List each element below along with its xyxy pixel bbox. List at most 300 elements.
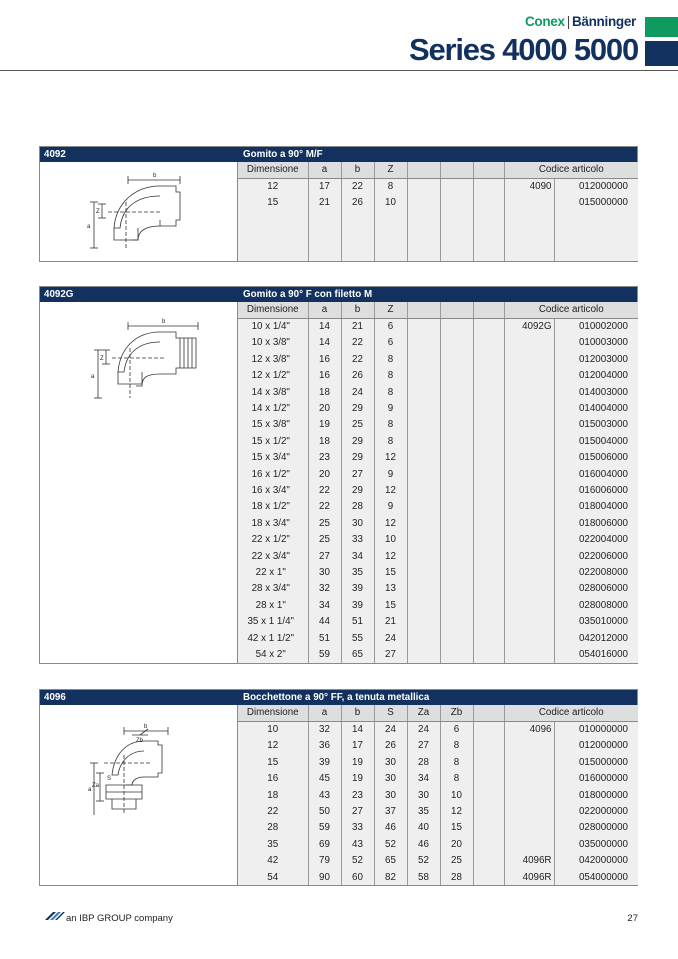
cell-empty	[473, 515, 504, 531]
table-row	[238, 564, 638, 580]
cell-b: 19	[341, 754, 374, 770]
cell-z: 8	[374, 368, 407, 384]
cell-article-prefix	[504, 803, 554, 819]
cell-a: 21	[308, 195, 341, 211]
cell-b: 28	[341, 499, 374, 515]
dimension-table	[238, 302, 638, 663]
cell-article-prefix	[504, 417, 554, 433]
cell-a: 20	[308, 466, 341, 482]
cell-article-prefix	[504, 466, 554, 482]
table-row	[238, 771, 638, 787]
product-section-4092	[39, 146, 638, 262]
column-header: a	[308, 162, 341, 178]
dim-label-a: a	[91, 374, 95, 380]
cell-b: 60	[341, 869, 374, 885]
cell-z: 8	[374, 417, 407, 433]
cell-dimension: 22 x 3/4"	[238, 548, 308, 564]
table-row	[238, 450, 638, 466]
dimension-table	[238, 705, 638, 885]
cell-a: 34	[308, 597, 341, 613]
cell-dimension: 15 x 1/2"	[238, 433, 308, 449]
cell-empty	[473, 417, 504, 433]
cell-article-code: 054016000	[554, 646, 638, 662]
cell-b: 30	[341, 515, 374, 531]
cell-empty	[473, 869, 504, 885]
cell-dimension: 22	[238, 803, 308, 819]
cell-empty	[473, 771, 504, 787]
cell-empty	[473, 466, 504, 482]
cell-b: 29	[341, 450, 374, 466]
cell-empty	[440, 335, 473, 351]
cell-b: 65	[341, 646, 374, 662]
table-row	[238, 499, 638, 515]
product-section-4092g	[39, 286, 638, 664]
cell-za: 28	[407, 754, 440, 770]
cell-b: 17	[341, 738, 374, 754]
table-row	[238, 869, 638, 885]
cell-dimension: 22 x 1/2"	[238, 531, 308, 547]
cell-b: 35	[341, 564, 374, 580]
cell-dimension: 15 x 3/4"	[238, 450, 308, 466]
cell-s: 30	[374, 787, 407, 803]
cell-empty	[440, 515, 473, 531]
dim-label-za: Za	[92, 783, 100, 789]
table-row	[238, 318, 638, 334]
cell-empty	[440, 351, 473, 367]
cell-article-code: 012000000	[554, 738, 638, 754]
cell-s: 24	[374, 721, 407, 737]
cell-article-code: 022000000	[554, 803, 638, 819]
cell-dimension: 18	[238, 787, 308, 803]
column-header: a	[308, 705, 341, 721]
cell-empty	[440, 178, 473, 194]
cell-empty	[473, 482, 504, 498]
column-header-codice: Codice articolo	[504, 162, 638, 178]
table-row	[238, 351, 638, 367]
cell-article-prefix: 4092G	[504, 318, 554, 334]
cell-empty	[407, 351, 440, 367]
cell-a: 44	[308, 613, 341, 629]
cell-article-prefix	[504, 836, 554, 852]
product-code: 4092G	[44, 289, 74, 300]
product-title: Gomito a 90° F con filetto M	[243, 289, 373, 300]
cell-z: 12	[374, 548, 407, 564]
cell-b: 43	[341, 836, 374, 852]
cell-empty	[473, 803, 504, 819]
cell-za: 35	[407, 803, 440, 819]
cell-empty	[473, 548, 504, 564]
cell-empty	[440, 531, 473, 547]
dim-label-b: b	[153, 173, 157, 179]
cell-a: 32	[308, 721, 341, 737]
cell-b: 29	[341, 400, 374, 416]
cell-dimension: 16 x 3/4"	[238, 482, 308, 498]
cell-s: 46	[374, 820, 407, 836]
product-code: 4096	[44, 692, 66, 703]
cell-a: 50	[308, 803, 341, 819]
cell-empty	[440, 630, 473, 646]
column-header: Z	[374, 162, 407, 178]
column-header-codice: Codice articolo	[504, 302, 638, 318]
footer-tagline: an IBP GROUP company	[66, 913, 173, 924]
cell-z: 9	[374, 499, 407, 515]
cell-b: 25	[341, 417, 374, 433]
column-header: a	[308, 302, 341, 318]
table-row	[238, 597, 638, 613]
cell-empty	[473, 613, 504, 629]
cell-b: 22	[341, 335, 374, 351]
cell-z: 8	[374, 178, 407, 194]
cell-empty	[473, 368, 504, 384]
cell-a: 16	[308, 351, 341, 367]
cell-empty	[440, 368, 473, 384]
column-header: Zb	[440, 705, 473, 721]
cell-empty	[440, 417, 473, 433]
cell-empty	[440, 318, 473, 334]
table-row	[238, 803, 638, 819]
cell-article-code: 035000000	[554, 836, 638, 852]
table-row	[238, 721, 638, 737]
column-header	[473, 302, 504, 318]
cell-empty	[473, 318, 504, 334]
table-row	[238, 738, 638, 754]
cell-empty	[407, 318, 440, 334]
cell-a: 79	[308, 853, 341, 869]
column-header	[473, 162, 504, 178]
cell-a: 90	[308, 869, 341, 885]
cell-a: 39	[308, 754, 341, 770]
cell-empty	[473, 195, 504, 211]
cell-s: 26	[374, 738, 407, 754]
cell-empty	[407, 581, 440, 597]
cell-b: 52	[341, 853, 374, 869]
cell-z: 15	[374, 597, 407, 613]
cell-empty	[407, 450, 440, 466]
cell-article-prefix	[504, 515, 554, 531]
cell-article-code: 015006000	[554, 450, 638, 466]
cell-empty	[473, 597, 504, 613]
cell-a: 25	[308, 515, 341, 531]
table-row	[238, 466, 638, 482]
cell-b: 24	[341, 384, 374, 400]
cell-a: 14	[308, 318, 341, 334]
dim-label-z: Z	[100, 356, 104, 362]
cell-dimension: 18 x 3/4"	[238, 515, 308, 531]
cell-za: 30	[407, 787, 440, 803]
cell-dimension: 54 x 2"	[238, 646, 308, 662]
elbow-threaded-drawing	[40, 302, 238, 402]
table-row	[238, 613, 638, 629]
table-row	[238, 820, 638, 836]
cell-empty	[440, 482, 473, 498]
cell-article-code: 010002000	[554, 318, 638, 334]
dim-label-b: b	[144, 724, 148, 730]
cell-a: 18	[308, 433, 341, 449]
cell-a: 69	[308, 836, 341, 852]
cell-za: 27	[407, 738, 440, 754]
cell-empty	[473, 738, 504, 754]
cell-dimension: 42	[238, 853, 308, 869]
table-row	[238, 581, 638, 597]
cell-a: 45	[308, 771, 341, 787]
cell-empty	[440, 195, 473, 211]
table-header-row	[238, 162, 638, 178]
cell-article-code: 022006000	[554, 548, 638, 564]
cell-empty	[407, 482, 440, 498]
cell-a: 30	[308, 564, 341, 580]
cell-empty	[440, 564, 473, 580]
table-row	[238, 195, 638, 211]
cell-dimension: 35	[238, 836, 308, 852]
cell-empty	[440, 450, 473, 466]
cell-article-code: 016000000	[554, 771, 638, 787]
cell-empty	[473, 335, 504, 351]
cell-empty	[407, 613, 440, 629]
cell-article-code: 018000000	[554, 787, 638, 803]
cell-empty	[473, 400, 504, 416]
cell-article-prefix	[504, 754, 554, 770]
cell-dimension: 18 x 1/2"	[238, 499, 308, 515]
column-header	[440, 302, 473, 318]
fitting-drawing	[40, 162, 238, 261]
cell-article-prefix	[504, 335, 554, 351]
cell-dimension: 42 x 1 1/2"	[238, 630, 308, 646]
cell-article-code: 012003000	[554, 351, 638, 367]
product-header	[40, 147, 637, 162]
cell-z: 6	[374, 318, 407, 334]
cell-empty	[440, 384, 473, 400]
brand-conex: Conex	[524, 14, 565, 29]
cell-z: 12	[374, 482, 407, 498]
cell-empty	[407, 564, 440, 580]
ibp-logo-icon	[43, 911, 65, 921]
cell-b: 29	[341, 482, 374, 498]
cell-empty	[407, 499, 440, 515]
cell-zb: 12	[440, 803, 473, 819]
column-header: b	[341, 162, 374, 178]
cell-s: 52	[374, 836, 407, 852]
cell-dimension: 28 x 3/4"	[238, 581, 308, 597]
cell-z: 10	[374, 195, 407, 211]
cell-z: 15	[374, 564, 407, 580]
brand-separator: |	[566, 14, 570, 29]
cell-article-prefix: 4096R	[504, 869, 554, 885]
cell-a: 43	[308, 787, 341, 803]
cell-empty	[407, 195, 440, 211]
cell-b: 26	[341, 368, 374, 384]
cell-dimension: 15	[238, 754, 308, 770]
cell-a: 51	[308, 630, 341, 646]
cell-b: 27	[341, 466, 374, 482]
cell-zb: 8	[440, 738, 473, 754]
cell-b: 23	[341, 787, 374, 803]
brand-logo	[525, 14, 636, 29]
cell-b: 51	[341, 613, 374, 629]
cell-article-code: 012004000	[554, 368, 638, 384]
table-row	[238, 482, 638, 498]
cell-article-prefix	[504, 195, 554, 211]
product-title: Gomito a 90° M/F	[243, 149, 323, 160]
product-code: 4092	[44, 149, 66, 160]
cell-z: 24	[374, 630, 407, 646]
cell-dimension: 12 x 1/2"	[238, 368, 308, 384]
cell-empty	[473, 787, 504, 803]
table-row	[238, 853, 638, 869]
cell-z: 8	[374, 433, 407, 449]
cell-article-code: 010000000	[554, 721, 638, 737]
cell-empty	[407, 548, 440, 564]
cell-article-prefix	[504, 531, 554, 547]
cell-article-code: 042000000	[554, 853, 638, 869]
cell-dimension: 14 x 1/2"	[238, 400, 308, 416]
fitting-drawing	[40, 705, 238, 885]
cell-empty	[473, 754, 504, 770]
cell-empty	[440, 646, 473, 662]
cell-article-code: 028006000	[554, 581, 638, 597]
cell-empty	[440, 433, 473, 449]
cell-empty	[440, 400, 473, 416]
cell-empty	[440, 548, 473, 564]
cell-dimension: 15 x 3/8"	[238, 417, 308, 433]
cell-s: 30	[374, 754, 407, 770]
cell-empty	[473, 820, 504, 836]
table-header-row	[238, 302, 638, 318]
cell-zb: 8	[440, 754, 473, 770]
cell-zb: 8	[440, 771, 473, 787]
cell-zb: 20	[440, 836, 473, 852]
column-header-codice: Codice articolo	[504, 705, 638, 721]
cell-article-code: 014003000	[554, 384, 638, 400]
table-row	[238, 515, 638, 531]
cell-dimension: 54	[238, 869, 308, 885]
cell-article-code: 016006000	[554, 482, 638, 498]
cell-dimension: 12	[238, 738, 308, 754]
table-row	[238, 433, 638, 449]
dim-label-s: S	[107, 776, 112, 782]
column-header: b	[341, 302, 374, 318]
cell-b: 39	[341, 597, 374, 613]
cell-article-prefix	[504, 351, 554, 367]
cell-a: 16	[308, 368, 341, 384]
cell-article-code: 042012000	[554, 630, 638, 646]
cell-empty	[440, 597, 473, 613]
cell-article-prefix	[504, 630, 554, 646]
cell-dimension: 28	[238, 820, 308, 836]
table-row	[238, 646, 638, 662]
cell-article-code: 016004000	[554, 466, 638, 482]
cell-z: 12	[374, 515, 407, 531]
table-row	[238, 548, 638, 564]
table-row	[238, 335, 638, 351]
cell-article-prefix	[504, 564, 554, 580]
product-section-4096	[39, 689, 638, 886]
cell-article-code: 015003000	[554, 417, 638, 433]
cell-zb: 6	[440, 721, 473, 737]
cell-article-prefix	[504, 368, 554, 384]
cell-article-prefix	[504, 384, 554, 400]
cell-a: 22	[308, 499, 341, 515]
cell-empty	[473, 564, 504, 580]
column-header	[407, 162, 440, 178]
cell-empty	[407, 466, 440, 482]
cell-dimension: 16	[238, 771, 308, 787]
cell-dimension: 12	[238, 178, 308, 194]
series-title: Series 4000 5000	[408, 32, 638, 67]
cell-z: 6	[374, 335, 407, 351]
cell-empty	[407, 630, 440, 646]
table-filler-row	[238, 211, 638, 261]
union-elbow-drawing	[40, 705, 238, 815]
cell-z: 8	[374, 351, 407, 367]
cell-empty	[473, 646, 504, 662]
cell-empty	[407, 531, 440, 547]
cell-empty	[407, 335, 440, 351]
cell-article-code: 018004000	[554, 499, 638, 515]
cell-article-code: 028000000	[554, 820, 638, 836]
cell-empty	[473, 853, 504, 869]
cell-empty	[440, 613, 473, 629]
cell-article-code: 012000000	[554, 178, 638, 194]
cell-s: 37	[374, 803, 407, 819]
cell-empty	[407, 515, 440, 531]
cell-b: 14	[341, 721, 374, 737]
brand-blue-square	[645, 41, 678, 66]
cell-b: 27	[341, 803, 374, 819]
cell-empty	[407, 646, 440, 662]
table-row	[238, 178, 638, 194]
table-header-row	[238, 705, 638, 721]
cell-zb: 28	[440, 869, 473, 885]
cell-za: 52	[407, 853, 440, 869]
cell-dimension: 16 x 1/2"	[238, 466, 308, 482]
cell-dimension: 22 x 1"	[238, 564, 308, 580]
column-header: Dimensione	[238, 705, 308, 721]
cell-a: 23	[308, 450, 341, 466]
cell-article-code: 014004000	[554, 400, 638, 416]
cell-empty	[407, 384, 440, 400]
cell-dimension: 15	[238, 195, 308, 211]
cell-article-prefix	[504, 613, 554, 629]
cell-dimension: 14 x 3/8"	[238, 384, 308, 400]
cell-empty	[473, 531, 504, 547]
cell-empty	[473, 450, 504, 466]
table-row	[238, 836, 638, 852]
product-header	[40, 287, 637, 302]
cell-a: 14	[308, 335, 341, 351]
cell-empty	[407, 368, 440, 384]
cell-dimension: 10 x 1/4"	[238, 318, 308, 334]
cell-b: 26	[341, 195, 374, 211]
cell-empty	[473, 721, 504, 737]
cell-empty	[473, 581, 504, 597]
cell-a: 18	[308, 384, 341, 400]
cell-article-prefix	[504, 646, 554, 662]
table-row	[238, 787, 638, 803]
dim-label-a: a	[87, 224, 91, 230]
cell-a: 19	[308, 417, 341, 433]
cell-article-prefix	[504, 771, 554, 787]
cell-empty	[473, 433, 504, 449]
cell-b: 34	[341, 548, 374, 564]
cell-empty	[407, 178, 440, 194]
cell-article-prefix	[504, 581, 554, 597]
table-row	[238, 754, 638, 770]
cell-article-prefix	[504, 787, 554, 803]
cell-article-prefix	[504, 548, 554, 564]
dimension-table	[238, 162, 638, 261]
column-header: Dimensione	[238, 162, 308, 178]
cell-b: 33	[341, 820, 374, 836]
